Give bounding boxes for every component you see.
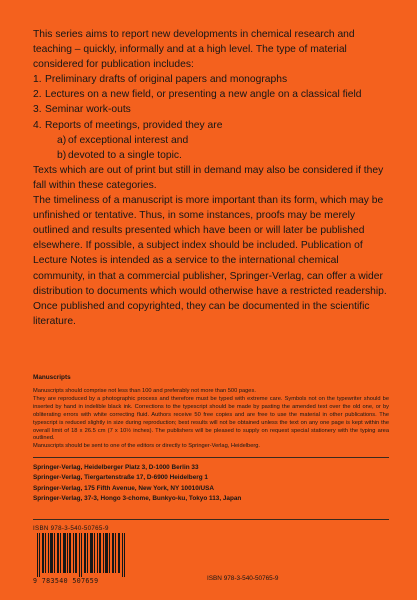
address-berlin: Springer-Verlag, Heidelberger Platz 3, D-1000 Berlin 33 (33, 464, 199, 471)
address-tokyo: Springer-Verlag, 37-3, Hongo 3-chome, Bunkyo-ku, Tokyo 113, Japan (33, 495, 242, 503)
sub-list-item: b) devoted to a single topic. (57, 149, 182, 161)
divider (33, 519, 389, 520)
barcode-bars (37, 533, 129, 577)
list-item: 4. Reports of meetings, provided they are a) of exceptional interest and b) devoted to a single topic. (33, 118, 393, 163)
address-heidelberg: Springer-Verlag, Tiergartenstraße 17, D-6900 Heidelberg 1 (33, 474, 208, 482)
list-item: 3. Seminar work-outs (33, 104, 131, 116)
manuscripts-text (33, 388, 389, 451)
address-new-york: Springer-Verlag, 175 Fifth Avenue, New York, NY 10010/USA (33, 484, 215, 492)
isbn-label: ISBN 978-3-540-50765-9 (33, 525, 109, 532)
list-item: 2. Lectures on a new field, or presenting a new angle on a classical field (33, 89, 362, 101)
list-item: 1. Preliminary drafts of original papers and monographs (33, 74, 288, 86)
series-description (33, 27, 393, 329)
isbn-number: ISBN 978-3-540-50765-9 (207, 575, 279, 582)
manuscripts-heading: Manuscripts (33, 374, 71, 381)
barcode (33, 533, 131, 585)
sub-list-item: a) of exceptional interest and (57, 134, 189, 146)
barcode-digits: 9 783540 507659 (33, 577, 99, 585)
manuscripts-length: Manuscripts should comprise not less than 100 and preferably not more than 500 pages. (33, 388, 256, 394)
material-list (33, 72, 393, 163)
manuscripts-instructions: They are reproduced by a photographic process and therefore must be typed with extreme care. Symbols not on the typewriter should be inserted by hand in indelible black ink. Corrections to the typescript should be made by pasting the amended text over the old one, or by obliterating errors with white correcting fluid. Authors receive 50 free copies and are free to use the material in other publications. The typescript is reduced slightly in size during reproduction; best results will not be obtained unless the text on any one page is kept within the overall limit of 18 x 26.5 cm (7 x 10½ inches). The publishers will be pleased to supply on request special stationery with the typing area outlined. (33, 395, 389, 442)
out-of-print-paragraph: Texts which are out of print but still in demand may also be considered if they fall within these categories. (33, 164, 384, 191)
publisher-addresses (33, 463, 241, 505)
sub-list (45, 133, 393, 163)
divider (33, 457, 389, 458)
intro-paragraph: This series aims to report new developments in chemical research and teaching – quickly, informally and at a high level. The type of material considered for publication includes: (33, 29, 355, 71)
timeliness-paragraph: The timeliness of a manuscript is more important than its form, which may be unfinished or tentative. Thus, in some instances, proofs may be merely outlined and results presented which have been or will later be published elsewhere. If possible, a subject index should be included. Publication of Lecture Notes is intended as a service to the international chemical community, in that a commercial publisher, Springer-Verlag, can offer a wider distribution to documents which would otherwise have a restricted readership. Once published and copyrighted, they can be documented in the scientific literature. (33, 195, 387, 327)
manuscripts-submission: Manuscripts should be sent to one of the editors or directly to Springer-Verlag, Heidelberg. (33, 443, 260, 450)
